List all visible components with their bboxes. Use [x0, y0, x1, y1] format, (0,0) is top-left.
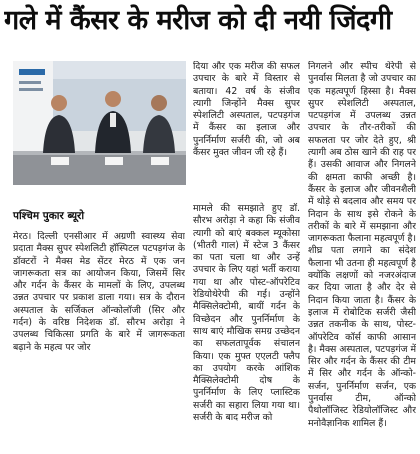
article-column-2-top: दिया और एक मरीज की सफल उपचार के बारे में विस्तार से बताया। 42 वर्ष के संजीव त्यागी जिन्होंने मैक्स सुपर स्पेशलिटी अस्पताल, पटपड़गंज में कैंसर का इलाज और पुनर्निर्माण सर्जरी की, जो अब कैंसर मुक्त जीवन जी रहे हैं। — [193, 61, 300, 159]
article-column-2-bottom: मामले की समझाते हुए डॉ. सौरभ अरोड़ा ने कहा कि संजीव त्यागी को बाएं बक्कल म्यूकोसा (भीतरी गाल) में स्टेज 3 कैंसर का पता चला था और उन्हें उपचार के लिए यहां भर्ती कराया गया था और पोस्ट-ऑपरेटिव रेडियोथेरेपी की गई। उन्होंने मैक्सिलेक्टोमी, बायीं गर्दन के विच्छेदन और पुनर्निर्माण के साथ बाएं मौखिक समग्र उच्छेदन का सफलतापूर्वक संचालन किया। एक मुफ्त एएलटी फ्लैप का उपयोग करके आंशिक मैक्सिलेक्टोमी दोष के पुनर्निर्माण के लिए प्लास्टिक सर्जरी का सहारा लिया गया था। सर्जरी के बाद मरीज को — [193, 203, 300, 424]
article-column-3: निगलने और स्पीच थेरेपी से पुनर्वास मिलता है जो उपचार का एक महत्वपूर्ण हिस्सा है। मैक्स सुपर स्पेशलिटी अस्पताल, पटपड़गंज में उपलब्ध उन्नत उपचार के तौर-तरीकों की सफलता पर जोर देते हुए, श्री त्यागी अब ठोस खाने की राह पर हैं। उसकी आवाज और निगलने की क्षमता काफी अच्छी है। कैंसर के इलाज और जीवनशैली में थोड़े से बदलाव और समय पर निदान के साथ इसे रोकने के तरीकों के बारे में समझाना और जागरूकता फैलाना महत्वपूर्ण है। शीघ्र पता लगाने का संदेश फैलाना भी उतना ही महत्वपूर्ण है क्योंकि लक्षणों को नजरअंदाज कर दिया जाता है और देर से निदान किया जाता है। कैंसर के इलाज में रोबोटिक सर्जरी जैसी उन्नत तकनीक के साथ, पोस्ट-ऑपरेटिव कॉर्स काफी आसान है। मैक्स अस्पताल, पटपड़गंज में सिर और गर्दन के कैंसर की टीम में सिर और गर्दन के ऑन्को-सर्जन, पुनर्निर्माण सर्जन, एक पुनर्वास टीम, ऑन्को पैथोलॉजिस्ट रेडियोलॉजिस्ट और मनोवैज्ञानिक शामिल हैं। — [308, 61, 416, 429]
article-column-2 — [193, 61, 300, 453]
photo-caption: पश्चिम पुकार ब्यूरो — [13, 210, 85, 222]
headline: गले में कैंसर के मरीज को दी नयी जिंदगी — [4, 5, 392, 36]
event-photo-illustration — [13, 61, 186, 185]
event-photo — [13, 61, 186, 185]
article-column-1: मेरठ। दिल्ली एनसीआर में अग्रणी स्वास्थ्य सेवा प्रदाता मैक्स सुपर स्पेशलिटी हॉस्पिटल पटपड़गंज के डॉक्टरों ने मैक्स मेड सेंटर मेरठ में एक जन जागरूकता सत्र का आयोजन किया, जिसमें सिर और गर्दन के कैंसर के मामलों के लिए, उपलब्ध उन्नत उपचार पर प्रकाश डाला गया। सत्र के दौरान अस्पताल के सर्जिकल ऑन्कोलॉजी (सिर और गर्दन) के वरिष्ठ निदेशक डॉ. सौरभ अरोड़ा ने उपलब्ध चिकित्सा प्रगति के बारे में जागरूकता बढ़ाने के महत्व पर जोर — [13, 231, 185, 353]
